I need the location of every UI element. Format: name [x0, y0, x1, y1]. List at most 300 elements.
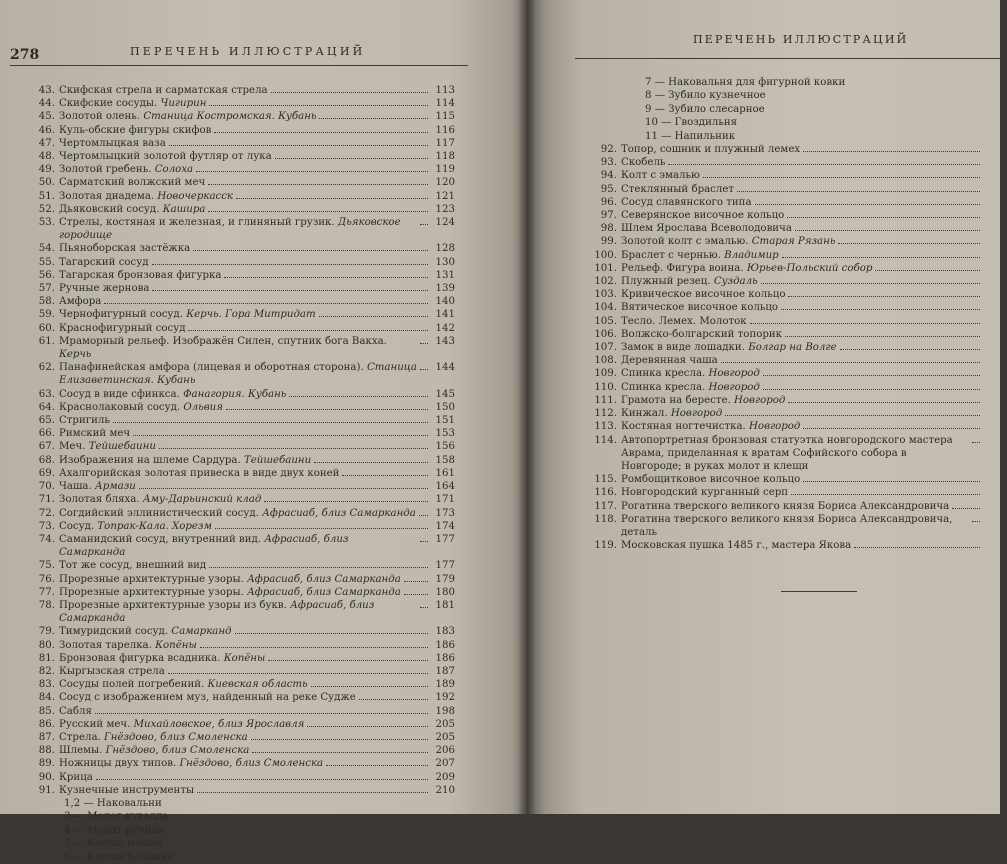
list-item — [8, 176, 455, 189]
leader-dots — [307, 726, 428, 727]
leader-dots — [104, 303, 428, 304]
entry-number: 75. — [38, 560, 55, 572]
entry-page: 210 — [435, 784, 455, 796]
entry-location: Владимир — [724, 249, 779, 261]
entry-page: 121 — [435, 190, 455, 202]
entry-title — [59, 507, 416, 520]
leader-dots — [168, 673, 428, 674]
entry-page: 187 — [435, 665, 455, 677]
list-item — [8, 705, 455, 718]
entry-caption: Шлемы. — [59, 745, 103, 757]
illustration-list — [567, 76, 1007, 552]
entry-title — [621, 381, 760, 394]
list-item — [8, 784, 455, 797]
entry-caption: Чертомлыцкий золотой футляр от лука — [59, 151, 272, 163]
leader-dots — [226, 409, 428, 410]
leader-dots — [725, 415, 980, 416]
entry-number: 108. — [594, 355, 617, 367]
entry-number: 68. — [38, 454, 55, 466]
list-item — [567, 222, 1007, 235]
entry-page: 143 — [435, 335, 455, 347]
entry-page: 141 — [435, 309, 455, 321]
leader-dots — [268, 660, 428, 661]
leader-dots — [750, 323, 980, 324]
entry-caption: Сосуды полей погребений. — [59, 679, 205, 691]
entry-number: 59. — [38, 309, 55, 321]
entry-title — [621, 262, 872, 275]
entry-number: 51. — [38, 190, 55, 202]
leader-dots — [703, 177, 980, 178]
leader-dots — [875, 270, 980, 271]
entry-title — [59, 691, 356, 704]
leader-dots — [289, 396, 428, 397]
entry-page: 189 — [435, 679, 455, 691]
entry-caption: Стеклянный браслет — [621, 183, 735, 195]
entry-caption: Стригиль — [59, 415, 110, 427]
entry-title — [621, 143, 800, 156]
leader-dots — [264, 501, 428, 502]
entry-number: 92. — [600, 144, 617, 156]
entry-number: 95. — [600, 183, 617, 195]
entry-caption: Спинка кресла. — [621, 381, 706, 393]
entry-number: 100. — [594, 249, 617, 261]
entry-caption: Ручные жернова — [59, 283, 150, 295]
list-item — [8, 414, 455, 427]
entry-caption: Сосуд в виде сфинкса. — [59, 388, 180, 400]
entry-title — [59, 440, 156, 453]
list-item — [8, 440, 455, 453]
entry-caption: Колт с эмалью — [621, 170, 700, 182]
list-item — [8, 269, 455, 282]
leader-dots — [795, 230, 980, 231]
leader-dots — [838, 243, 980, 244]
entry-page: 144 — [435, 362, 455, 374]
entry-caption: Тимуридский сосуд. — [59, 626, 169, 638]
entry-caption: Золотая диадема. — [59, 190, 155, 202]
list-item — [567, 539, 1007, 552]
list-item — [8, 335, 455, 361]
entry-title — [59, 520, 212, 533]
leader-dots — [420, 541, 428, 542]
entry-number: 43. — [38, 85, 55, 96]
entry-caption: Рогатина тверского великого князя Бориса Александровича — [621, 500, 950, 512]
entry-page: 180 — [435, 586, 455, 598]
entry-title — [59, 124, 211, 137]
leader-dots — [197, 792, 428, 793]
entry-title — [59, 454, 311, 467]
entry-page: 130 — [435, 256, 455, 268]
entry-title — [621, 486, 788, 499]
entry-title — [59, 137, 166, 150]
end-rule — [781, 591, 857, 592]
leader-dots — [209, 105, 428, 106]
entry-caption: Золотой колт с эмалью. — [621, 236, 749, 248]
entry-title — [59, 586, 401, 599]
list-item — [8, 84, 455, 97]
entry-page: 142 — [435, 322, 455, 334]
tool-item: 6 — Клещи большие — [64, 851, 174, 863]
entry-caption: Тагарский сосуд — [59, 256, 149, 268]
entry-number: 91. — [38, 784, 55, 796]
leader-dots — [781, 309, 980, 310]
entry-caption: Грамота на бересте. — [621, 394, 731, 406]
entry-number: 67. — [38, 441, 55, 453]
leader-dots — [159, 448, 428, 449]
entry-caption: Куль-обские фигуры скифов — [59, 124, 212, 136]
entry-location: Дьяковское городище — [59, 217, 401, 242]
entry-caption: Волжско-болгарский топорик — [621, 328, 783, 340]
entry-caption: Прорезные архитектурные узоры. — [59, 586, 244, 598]
entry-number: 104. — [594, 302, 617, 314]
entry-caption: Кыргызская стрела — [59, 665, 165, 677]
entry-title — [59, 731, 248, 744]
entry-caption: Панафинейская амфора (лицевая и оборотная сторона). — [59, 362, 364, 374]
leader-dots — [96, 779, 428, 780]
entry-title — [621, 169, 700, 182]
entry-location: Тейшебаини — [88, 441, 156, 453]
tool-item: 7 — Наковальня для фигурной ковки — [645, 77, 846, 88]
entry-caption: Плужный резец. — [621, 276, 711, 288]
entry-number: 109. — [594, 368, 617, 380]
leader-dots — [311, 686, 428, 687]
entry-title — [59, 493, 261, 506]
list-item — [8, 467, 455, 480]
list-item — [8, 203, 455, 216]
leader-dots — [972, 521, 980, 522]
entry-caption: Шлем Ярослава Всеволодовича — [621, 223, 792, 235]
running-head: ПЕРЕЧЕНЬ ИЛЛЮСТРАЦИЙ — [693, 33, 909, 46]
entry-number: 47. — [38, 137, 55, 149]
entry-page: 145 — [435, 388, 455, 400]
list-item — [567, 301, 1007, 314]
entry-location: Станица Елизаветинская. Кубань — [59, 362, 417, 387]
entry-page: 174 — [435, 520, 455, 532]
entry-title — [59, 295, 101, 308]
entry-title — [59, 573, 401, 586]
list-item — [8, 586, 455, 599]
tool-item: 10 — Гвоздильня — [645, 117, 738, 129]
entry-caption: Замок в виде лошадки. — [621, 342, 745, 354]
leader-dots — [420, 224, 428, 225]
entry-location: Афрасиаб, близ Самарканда — [59, 599, 375, 625]
leader-dots — [342, 475, 428, 476]
list-item — [567, 196, 1007, 209]
entry-number: 66. — [38, 428, 55, 440]
entry-caption: Краснофигурный сосуд — [59, 322, 186, 334]
list-item — [567, 275, 1007, 288]
entry-number: 106. — [594, 328, 617, 340]
entry-number: 48. — [38, 151, 55, 163]
tool-item: 4 — Молот-ручник — [64, 824, 165, 836]
list-item — [8, 124, 455, 137]
leader-dots — [420, 607, 428, 608]
entry-title — [621, 473, 800, 486]
entry-title — [59, 427, 130, 440]
leader-dots — [972, 442, 980, 443]
entry-caption: Северянское височное кольцо — [621, 210, 785, 222]
leader-dots — [787, 217, 980, 218]
entry-page: 177 — [435, 533, 455, 545]
entry-location: Суздаль — [713, 276, 758, 288]
entry-number: 99. — [600, 236, 617, 248]
entry-title — [621, 315, 747, 328]
entry-title — [621, 183, 734, 196]
entry-number: 56. — [38, 269, 55, 281]
leader-dots — [763, 375, 980, 376]
entry-number: 62. — [38, 362, 55, 374]
list-item — [8, 308, 455, 321]
entry-title — [59, 97, 206, 110]
entry-number: 111. — [594, 394, 617, 406]
entry-number: 73. — [38, 520, 55, 532]
entry-location: Армази — [94, 481, 136, 493]
entry-page: 118 — [435, 151, 455, 163]
list-item — [8, 559, 455, 572]
entry-location: Гнёздово, близ Смоленска — [105, 745, 250, 757]
entry-page: 205 — [435, 718, 455, 730]
list-item — [8, 757, 455, 770]
entry-caption: Крица — [59, 771, 93, 783]
entry-page: 179 — [435, 573, 455, 585]
entry-caption: Стрела. — [59, 731, 101, 743]
list-item — [567, 473, 1007, 486]
entry-caption: Сосуд. — [59, 520, 95, 532]
leader-dots — [840, 349, 980, 350]
entry-title — [59, 176, 205, 189]
entry-title — [59, 282, 149, 295]
entry-title — [59, 705, 92, 718]
leader-dots — [139, 488, 428, 489]
entry-caption: Мраморный рельеф. Изображён Силен, спутник бога Вакха. — [59, 335, 387, 347]
entry-location: Гнёздово, близ Смоленска — [104, 731, 248, 743]
entry-page: 209 — [435, 771, 455, 783]
entry-title — [621, 196, 752, 209]
entry-location: Афрасиаб, близ Самарканда — [247, 586, 401, 598]
entry-caption: Кинжал. — [621, 408, 668, 420]
entry-location: Афрасиаб, близ Самарканда — [59, 533, 349, 559]
leader-dots — [761, 283, 980, 284]
entry-caption: Новгородский курганный серп — [621, 487, 789, 499]
entry-caption: Изображения на шлеме Сардура. — [59, 454, 241, 466]
list-item — [567, 315, 1007, 328]
entry-location: Станица Костромская. Кубань — [143, 111, 317, 123]
entry-page: 206 — [435, 745, 455, 757]
leader-dots — [420, 369, 428, 370]
list-item — [8, 599, 455, 625]
leader-dots — [214, 132, 428, 133]
entry-page: 123 — [435, 203, 455, 215]
leader-dots — [803, 481, 980, 482]
entry-number: 69. — [38, 467, 55, 479]
list-item — [8, 163, 455, 176]
list-item — [8, 718, 455, 731]
list-item — [567, 486, 1007, 499]
entry-page: 171 — [435, 494, 455, 506]
list-item — [8, 573, 455, 586]
entry-location: Ольвия — [183, 401, 223, 413]
entry-caption: Рельеф. Фигура воина. — [621, 262, 744, 274]
entry-title — [59, 744, 249, 757]
entry-caption: Краснолаковый сосуд. — [59, 401, 181, 413]
entry-caption: Золотой олень. — [59, 111, 141, 123]
list-item — [8, 190, 455, 203]
entry-number: 98. — [600, 223, 617, 235]
list-item — [8, 256, 455, 269]
entry-page: 186 — [435, 652, 455, 664]
entry-page: 164 — [435, 481, 455, 493]
entry-title — [59, 190, 233, 203]
entry-number: 119. — [594, 540, 617, 552]
leader-dots — [404, 594, 428, 595]
illustration-list — [8, 84, 455, 864]
entry-page: 198 — [435, 705, 455, 717]
tool-item: 5 — Клещи малые — [64, 838, 162, 850]
entry-caption: Сосуд славянского типа — [621, 196, 752, 208]
entry-caption: Скобель — [621, 157, 666, 169]
entry-location: Новгород — [734, 394, 786, 406]
entry-title — [59, 414, 110, 427]
entry-number: 57. — [38, 283, 55, 295]
entry-title — [59, 256, 149, 269]
entry-number: 63. — [38, 388, 55, 400]
entry-caption: Тагарская бронзовая фигурка — [59, 269, 222, 281]
entry-number: 79. — [38, 626, 55, 638]
list-item — [567, 354, 1007, 367]
entry-caption: Пьяноборская застёжка — [59, 243, 191, 255]
entry-title — [621, 275, 758, 288]
entry-title — [621, 156, 665, 169]
entry-number: 71. — [38, 494, 55, 506]
leader-dots — [208, 211, 428, 212]
leader-dots — [721, 362, 980, 363]
entry-number: 87. — [38, 731, 55, 743]
right-page — [527, 0, 1000, 814]
entry-title — [59, 216, 417, 242]
entry-caption: Сарматский волжский меч — [59, 177, 206, 189]
leader-dots — [133, 435, 428, 436]
list-item — [567, 407, 1007, 420]
list-item — [567, 288, 1007, 301]
list-item — [567, 249, 1007, 262]
entry-number: 46. — [38, 124, 55, 136]
leader-dots — [788, 296, 980, 297]
entry-caption: Русский меч. — [59, 718, 131, 730]
entry-number: 112. — [594, 408, 617, 420]
entry-location: Афрасиаб, близ Самарканда — [247, 573, 401, 585]
list-item — [8, 401, 455, 414]
entry-number: 90. — [38, 771, 55, 783]
entry-caption: Рогатина тверского великого князя Бориса Александровича, деталь — [621, 513, 953, 538]
list-item — [8, 665, 455, 678]
entry-caption: Деревянная чаша — [621, 355, 718, 367]
leader-dots — [152, 290, 428, 291]
entry-number: 50. — [38, 177, 55, 189]
entry-location: Старая Рязань — [751, 236, 836, 248]
list-item — [567, 434, 1007, 474]
entry-title — [59, 467, 339, 480]
entry-number: 82. — [38, 665, 55, 677]
entry-location: Фанагория. Кубань — [183, 388, 287, 400]
entry-title — [59, 771, 93, 784]
entry-page: 150 — [435, 401, 455, 413]
entry-number: 49. — [38, 164, 55, 176]
entry-title — [59, 718, 304, 731]
entry-caption: Браслет с чернью. — [621, 249, 721, 261]
entry-caption: Бронзовая фигурка всадника. — [59, 652, 221, 664]
entry-caption: Кривическое височное кольцо — [621, 289, 786, 301]
entry-title — [621, 407, 722, 420]
leader-dots — [755, 204, 980, 205]
entry-title — [621, 328, 782, 341]
entry-number: 77. — [38, 586, 55, 598]
entry-title — [621, 209, 784, 222]
list-item — [8, 216, 455, 242]
leader-dots — [193, 250, 428, 251]
entry-title — [621, 513, 969, 539]
list-item — [567, 143, 1007, 156]
entry-number: 118. — [594, 513, 617, 525]
entry-caption: Кузнечные инструменты — [59, 784, 195, 796]
entry-location: Новгород — [708, 381, 760, 393]
list-item — [8, 427, 455, 440]
list-item — [8, 242, 455, 255]
entry-location: Болгар на Волге — [748, 342, 837, 354]
entry-number: 86. — [38, 718, 55, 730]
entry-number: 64. — [38, 401, 55, 413]
entry-title — [621, 394, 785, 407]
leader-dots — [404, 581, 428, 582]
leader-dots — [803, 428, 980, 429]
entry-page: 119 — [435, 164, 455, 176]
list-item — [8, 691, 455, 704]
entry-location: Керчь — [59, 349, 92, 361]
entry-number: 61. — [38, 335, 55, 347]
list-item — [8, 388, 455, 401]
entry-page: 151 — [435, 415, 455, 427]
list-item — [567, 367, 1007, 380]
leader-dots — [788, 402, 980, 403]
list-item — [567, 169, 1007, 182]
entry-page: 140 — [435, 296, 455, 308]
entry-title — [621, 288, 785, 301]
list-item — [567, 341, 1007, 354]
entry-location: Гнёздово, близ Смоленска — [179, 758, 324, 770]
entry-location: Тейшебаини — [243, 454, 312, 466]
entry-number: 53. — [38, 217, 55, 229]
list-item — [567, 209, 1007, 222]
entry-number: 65. — [38, 415, 55, 427]
entry-caption: Согдийский эллинистический сосуд. — [59, 507, 259, 519]
entry-location: Солоха — [154, 164, 194, 176]
entry-number: 94. — [600, 170, 617, 182]
entry-page: 153 — [435, 428, 455, 440]
list-item — [567, 513, 1007, 539]
entry-page: 113 — [435, 85, 455, 96]
leader-dots — [763, 389, 980, 390]
entry-caption: Сосуд с изображением муз, найденный на реке Судже — [59, 692, 356, 704]
entry-caption: Меч. — [59, 441, 86, 453]
entry-title — [621, 354, 718, 367]
entry-number: 58. — [38, 296, 55, 308]
entry-location: Афрасиаб, близ Самарканда — [262, 507, 416, 519]
running-head: ПЕРЕЧЕНЬ ИЛЛЮСТРАЦИЙ — [130, 45, 366, 58]
entry-title — [621, 539, 851, 552]
tool-item: 3 — Молот-кувалда — [64, 811, 169, 823]
entry-page: 120 — [435, 177, 455, 189]
entry-location: Михайловское, близ Ярославля — [133, 718, 305, 730]
entry-number: 45. — [38, 111, 55, 123]
leader-dots — [95, 713, 428, 714]
